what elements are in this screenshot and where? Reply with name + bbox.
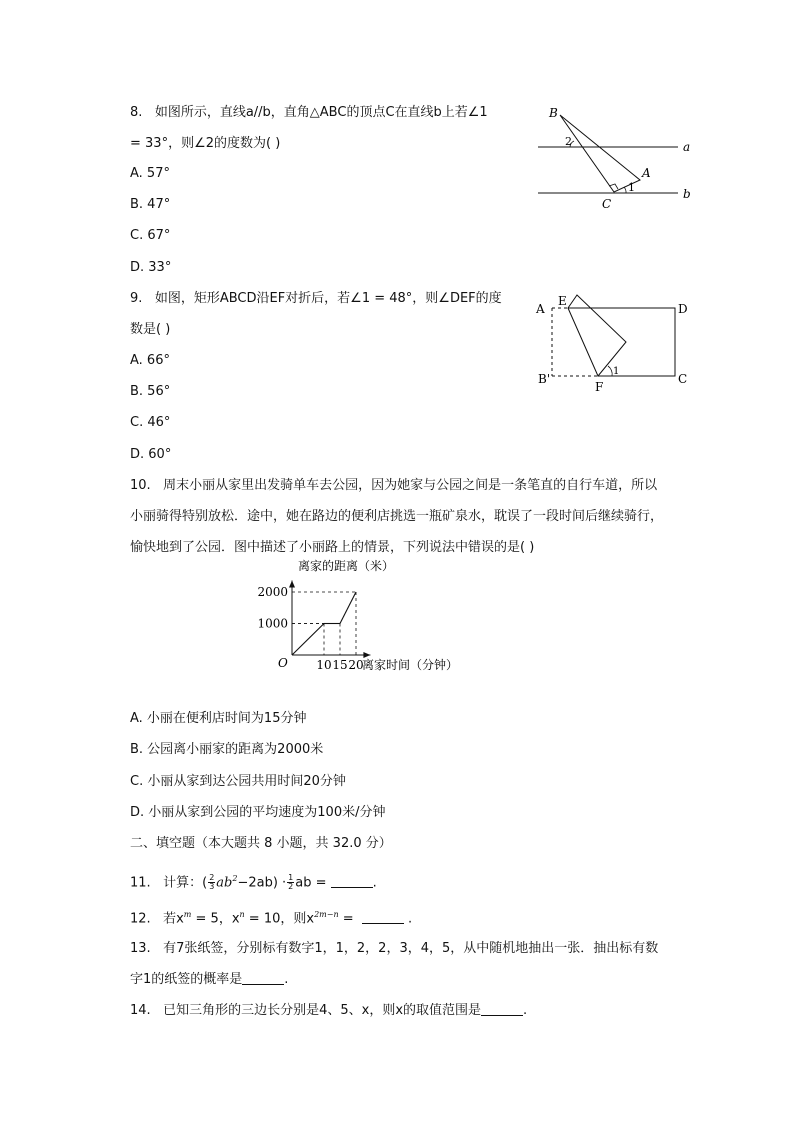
q9-stem: 如图，矩形ABCD沿EF对折后，若∠1 = 48°，则∠DEF的度 (154, 291, 502, 306)
q12-sup1: m (183, 910, 192, 919)
q13-line2 (130, 971, 288, 989)
q10-stem-line2: 小丽骑得特别放松．途中，她在路边的便利店挑选一瓶矿泉水，耽误了一段时间后继续骑行， (130, 509, 664, 524)
label-A: A (642, 166, 651, 180)
q12-text2: = 5，x (191, 911, 240, 927)
q14-end: . (523, 1003, 528, 1018)
angle-1-arc (624, 187, 626, 193)
label-D: D (678, 302, 688, 316)
q14-text: 已知三角形的三边长分别是4、5、x，则x的取值范围是 (163, 1003, 482, 1018)
label-E: E (558, 294, 567, 308)
q9-number: 9. (130, 291, 143, 306)
y-tick-2000: 2000 (257, 585, 288, 599)
q8-option-b: B. 47° (130, 197, 171, 212)
q10-stem-line1 (130, 477, 657, 495)
q11-frac1 (208, 874, 215, 891)
q8-figure (530, 100, 700, 215)
q8-option-d: D. 33° (130, 260, 172, 275)
q12-number: 12. (130, 911, 151, 927)
q11-end: . (372, 875, 377, 891)
q14 (130, 1002, 527, 1020)
label-2: 2 (565, 135, 572, 148)
q8-option-a: A. 57° (130, 166, 170, 181)
q13-number: 13. (130, 941, 151, 956)
q11-expr3: ab = (295, 875, 327, 891)
q9-option-b: B. 56° (130, 384, 171, 399)
label-1: 1 (628, 181, 635, 194)
q12-answer-blank[interactable] (362, 911, 404, 924)
q9-option-a: A. 66° (130, 353, 170, 368)
q8-option-c: C. 67° (130, 228, 171, 243)
q10-number: 10. (130, 478, 151, 493)
label-B: B (549, 106, 558, 120)
q12-text3: = 10，则x (244, 911, 315, 927)
q13-end: . (284, 972, 289, 987)
q13-text: 有7张纸签，分别标有数字1，1，2，2，3，4，5，从中随机地抽出一张．抽出标有数 (163, 941, 659, 956)
q12-sup3: 2m−n (314, 910, 339, 919)
label-B: B' (538, 372, 551, 386)
section-heading: 二、填空题（本大题共 8 小题，共 32.0 分） (130, 836, 392, 851)
q10-option-a: A. 小丽在便利店时间为15分钟 (130, 711, 307, 726)
q10-option-b: B. 公园离小丽家的距离为2000米 (130, 742, 324, 757)
q11-frac2-num: 1 (288, 873, 294, 883)
q10-stem-line3: 愉快地到了公园．图中描述了小丽路上的情景，下列说法中错误的是( ) (130, 540, 535, 555)
q10-chart (250, 557, 550, 675)
series-segment-2 (340, 592, 356, 624)
q8-stem: 如图所示，直线a//b，直角△ABC的顶点C在直线b上若∠1 (154, 105, 488, 120)
q11-frac2 (287, 874, 294, 891)
q11: 11. 计算：( $\frac{2}{3}$ $ab^2-2ab$) · $\frac{1}{2}$ ab = . (130, 873, 377, 892)
q12-end: . (408, 911, 413, 927)
y-axis-label: 离家的距离（米） (298, 559, 395, 573)
q11-frac1-den: 3 (209, 882, 215, 892)
label-F: F (595, 380, 604, 394)
q11-expr1: ab (216, 875, 233, 891)
x-tick-15: 15 (332, 658, 348, 672)
origin-label: O (278, 656, 288, 670)
x-tick-20: 20 (348, 658, 364, 672)
q14-answer-blank[interactable] (481, 1003, 523, 1016)
q12-text1: 若x (163, 911, 184, 927)
q11-label: 计算： (163, 875, 203, 891)
folded-flap (568, 295, 626, 376)
q13-answer-blank[interactable] (242, 972, 284, 985)
q9-stem-line1 (130, 290, 502, 308)
q12 (130, 906, 412, 928)
rect-edges (568, 308, 675, 376)
angle-1-arc (608, 366, 612, 376)
label-C: C (602, 197, 612, 211)
q10-option-c: C. 小丽从家到达公园共用时间20分钟 (130, 774, 346, 789)
x-axis-label: 离家时间（分钟） (362, 658, 459, 672)
label-A: A (536, 302, 545, 316)
label-C: C (678, 372, 688, 386)
series-segment-0 (292, 624, 324, 656)
x-tick-10: 10 (316, 658, 332, 672)
label-a: a (683, 140, 691, 154)
q9-stem-line2: 数是( ) (130, 322, 171, 337)
y-axis-arrow (289, 581, 295, 588)
q13-line1 (130, 940, 658, 958)
q8-stem-line2: = 33°，则∠2的度数为( ) (130, 136, 281, 151)
q11-number: 11. (130, 875, 151, 891)
q9-option-c: C. 46° (130, 415, 171, 430)
q11-frac1-num: 2 (209, 873, 215, 883)
q11-exp1: 2 (232, 874, 238, 883)
y-tick-1000: 1000 (257, 616, 288, 631)
q13-text2: 字1的纸签的概率是 (130, 972, 243, 987)
q12-sup2: n (239, 910, 245, 919)
q14-number: 14. (130, 1003, 151, 1018)
label-1: 1 (613, 366, 620, 377)
q11-frac2-den: 2 (288, 882, 294, 892)
q10-stem: 周末小丽从家里出发骑单车去公园，因为她家与公园之间是一条笔直的自行车道，所以 (163, 478, 658, 493)
q8-number: 8. (130, 105, 143, 120)
q9-figure (530, 290, 700, 400)
label-b: b (683, 187, 691, 201)
q11-answer-blank[interactable] (331, 875, 373, 888)
q10-option-d: D. 小丽从家到公园的平均速度为100米/分钟 (130, 805, 386, 820)
q11-expr2: −2ab) · (237, 875, 287, 891)
q9-option-d: D. 60° (130, 447, 172, 462)
q12-text4: = (338, 911, 354, 927)
q8-stem-line1 (130, 104, 488, 122)
